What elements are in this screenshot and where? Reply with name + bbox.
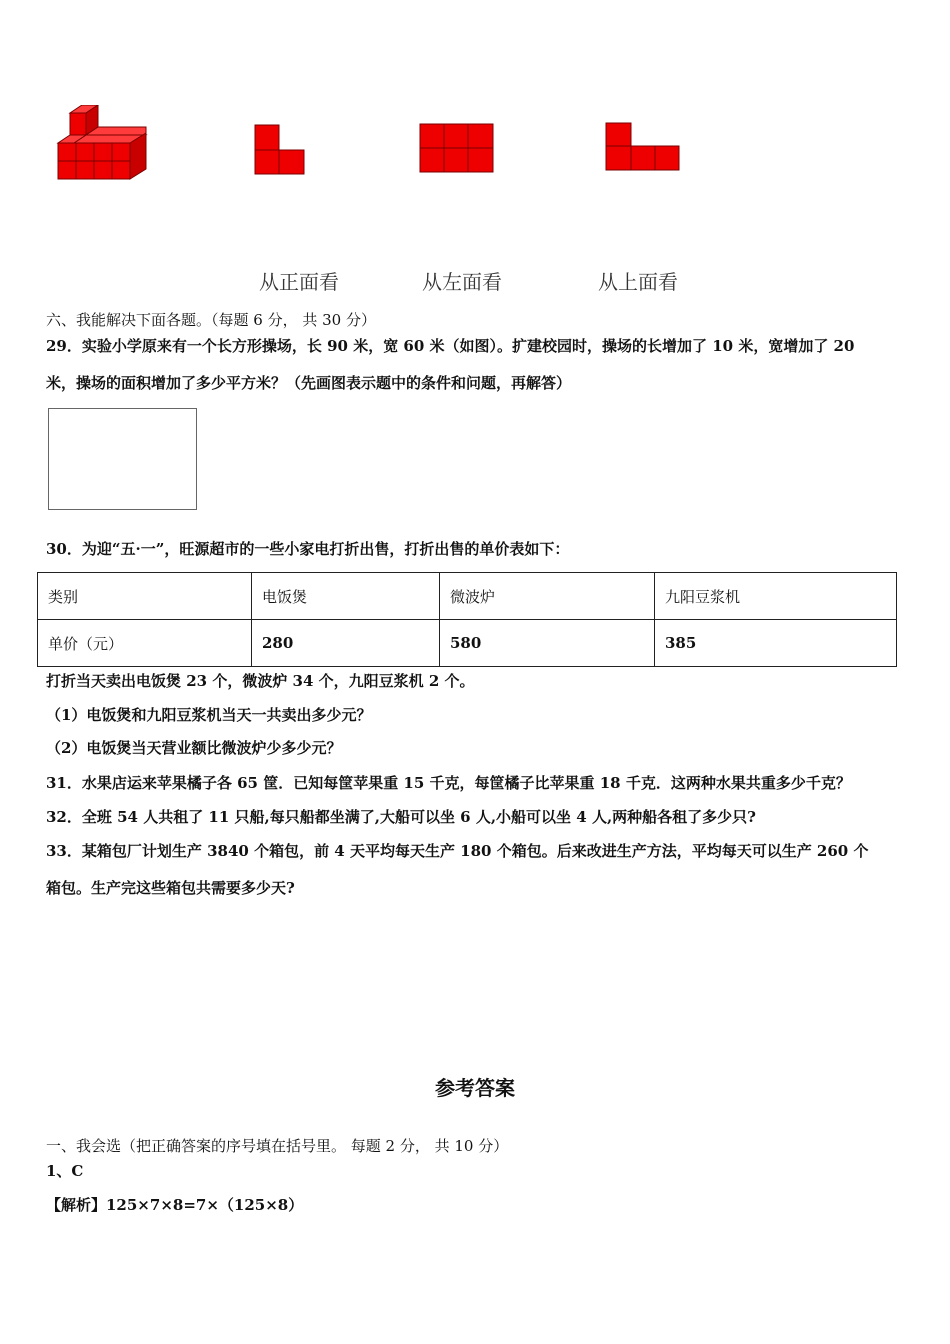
cube-stack-figure: [50, 105, 155, 185]
table-cell: 九阳豆浆机: [655, 573, 897, 620]
view-shape-left: [419, 123, 495, 173]
answer-1: 1、C: [46, 1162, 84, 1180]
table-cell: 280: [252, 620, 440, 667]
question-30-sales: 打折当天卖出电饭煲 23 个，微波炉 34 个，九阳豆浆机 2 个。: [46, 672, 475, 690]
section6-heading: 六、我能解决下面各题。（每题 6 分， 共 30 分）: [46, 311, 376, 329]
table-cell: 580: [440, 620, 655, 667]
drawing-box: [48, 408, 197, 510]
question-30-sub2: （2）电饭煲当天营业额比微波炉少多少元？: [46, 739, 342, 757]
answer-1-analysis: 【解析】125×7×8=7×（125×8）: [46, 1196, 304, 1214]
price-table: [37, 572, 897, 667]
question-29-line2: 米，操场的面积增加了多少平方米？（先画图表示题中的条件和问题，再解答）: [46, 374, 572, 392]
question-33-line1: 33．某箱包厂计划生产 3840 个箱包，前 4 天平均每天生产 180 个箱包。后来改进生产方法，平均每天可以生产 260 个: [46, 842, 869, 860]
table-row: [38, 620, 897, 667]
view-label-left: 从左面看: [422, 270, 502, 294]
table-cell: 单价（元）: [38, 620, 252, 667]
view-label-top: 从上面看: [598, 270, 678, 294]
view-shape-top: [605, 122, 681, 172]
question-33-line2: 箱包。生产完这些箱包共需要多少天?: [46, 879, 295, 897]
view-label-front: 从正面看: [259, 270, 339, 294]
table-cell: 385: [655, 620, 897, 667]
question-32: 32．全班 54 人共租了 11 只船,每只船都坐满了,大船可以坐 6 人,小船可以坐 4 人,两种船各租了多少只?: [46, 808, 756, 826]
question-31: 31．水果店运来苹果橘子各 65 筐．已知每筐苹果重 15 千克，每筐橘子比苹果重 18 千克．这两种水果共重多少千克？: [46, 774, 851, 792]
question-30-sub1: （1）电饭煲和九阳豆浆机当天一共卖出多少元？: [46, 706, 372, 724]
view-shape-front: [254, 124, 306, 176]
table-cell: 微波炉: [440, 573, 655, 620]
table-row: [38, 573, 897, 620]
question-30-intro: 30．为迎“五·一”，旺源超市的一些小家电打折出售，打折出售的单价表如下：: [46, 540, 570, 558]
answers-section1: 一、我会选（把正确答案的序号填在括号里。 每题 2 分， 共 10 分）: [46, 1137, 509, 1155]
table-cell: 电饭煲: [252, 573, 440, 620]
table-cell: 类别: [38, 573, 252, 620]
question-29-line1: 29．实验小学原来有一个长方形操场，长 90 米，宽 60 米（如图）。扩建校园时，操场的长增加了 10 米，宽增加了 20: [46, 337, 855, 355]
answers-title: 参考答案: [435, 1076, 515, 1100]
